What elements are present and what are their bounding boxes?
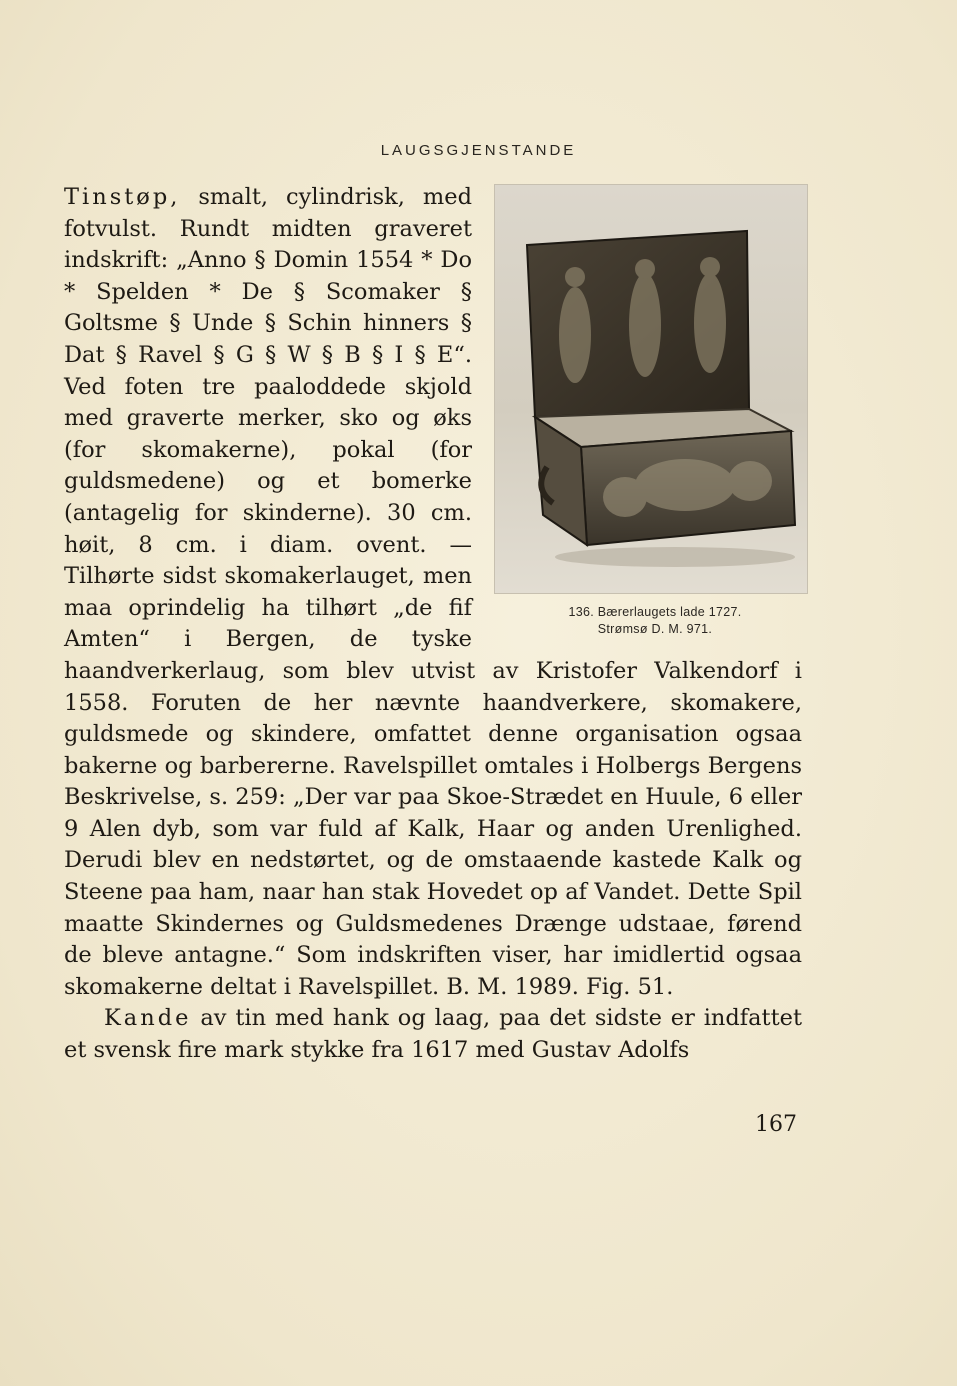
chest-photo xyxy=(494,184,808,594)
chest-illustration xyxy=(495,185,807,593)
entry-keyword-2: Kande xyxy=(104,1005,192,1032)
paragraph-2 xyxy=(64,1003,802,1066)
caption-line-1: 136. Bærerlaugets lade 1727. xyxy=(568,605,742,619)
running-head: LAUGSGJENSTANDE xyxy=(380,142,577,159)
figure xyxy=(490,184,820,638)
caption-line-2: Strømsø D. M. 971. xyxy=(597,622,713,636)
figure-caption xyxy=(490,604,820,638)
body-text xyxy=(64,182,802,1067)
paragraph-2-text: av tin med hank og laag, paa det sidste er indfattet et svensk fire mark stykke fra 1617 med Gustav Adolfs xyxy=(64,1005,802,1064)
entry-keyword: Tinstøp, xyxy=(64,184,181,210)
page-number: 167 xyxy=(755,1112,797,1137)
paragraph-1-text: smalt, cylindrisk, med fotvulst. Rundt midten graveret indskrift: „Anno § Domin 1554 * Do * Spelden * De § Scomaker § Goltsme § Unde § Schin hinners § Dat § Ravel § G § W § B § I § E“. Ved foten tre paaloddede skjold med graverte merker, sko og øks (for skomakerne), pokal (for guldsmedene) og et bomerke (antagelig for skinderne). 30 cm. høit, 8 cm. i diam. ovent. — Tilhørte sidst skomakerlauget, men maa oprindelig ha tilhørt „de fif Amten“ i Bergen, de tyske haandverkerlaug, som blev utvist av Kristofer Valkendorf i 1558. Foruten de her nævnte haandverkere, skomakere, guldsmede og skindere, omfattet denne organisation ogsaa bakerne og barbererne. Ravelspillet omtales i Holbergs Bergens Beskrivelse, s. 259: „Der var paa Skoe-Strædet en Huule, 6 eller 9 Alen dyb, som var fuld af Kalk, Haar og anden Urenlighed. Derudi blev en nedstørtet, og de omstaaende kastede Kalk og Steene paa ham, naar han stak Hovedet op af Vandet. Dette Spil maatte Skindernes og Guldsmedenes Drænge udstaae, førend de bleve antagne.“ Som indskriften viser, har imidlertid ogsaa skomakerne deltat i Ravelspillet. B. M. 1989. Fig. 51. xyxy=(64,184,802,1000)
